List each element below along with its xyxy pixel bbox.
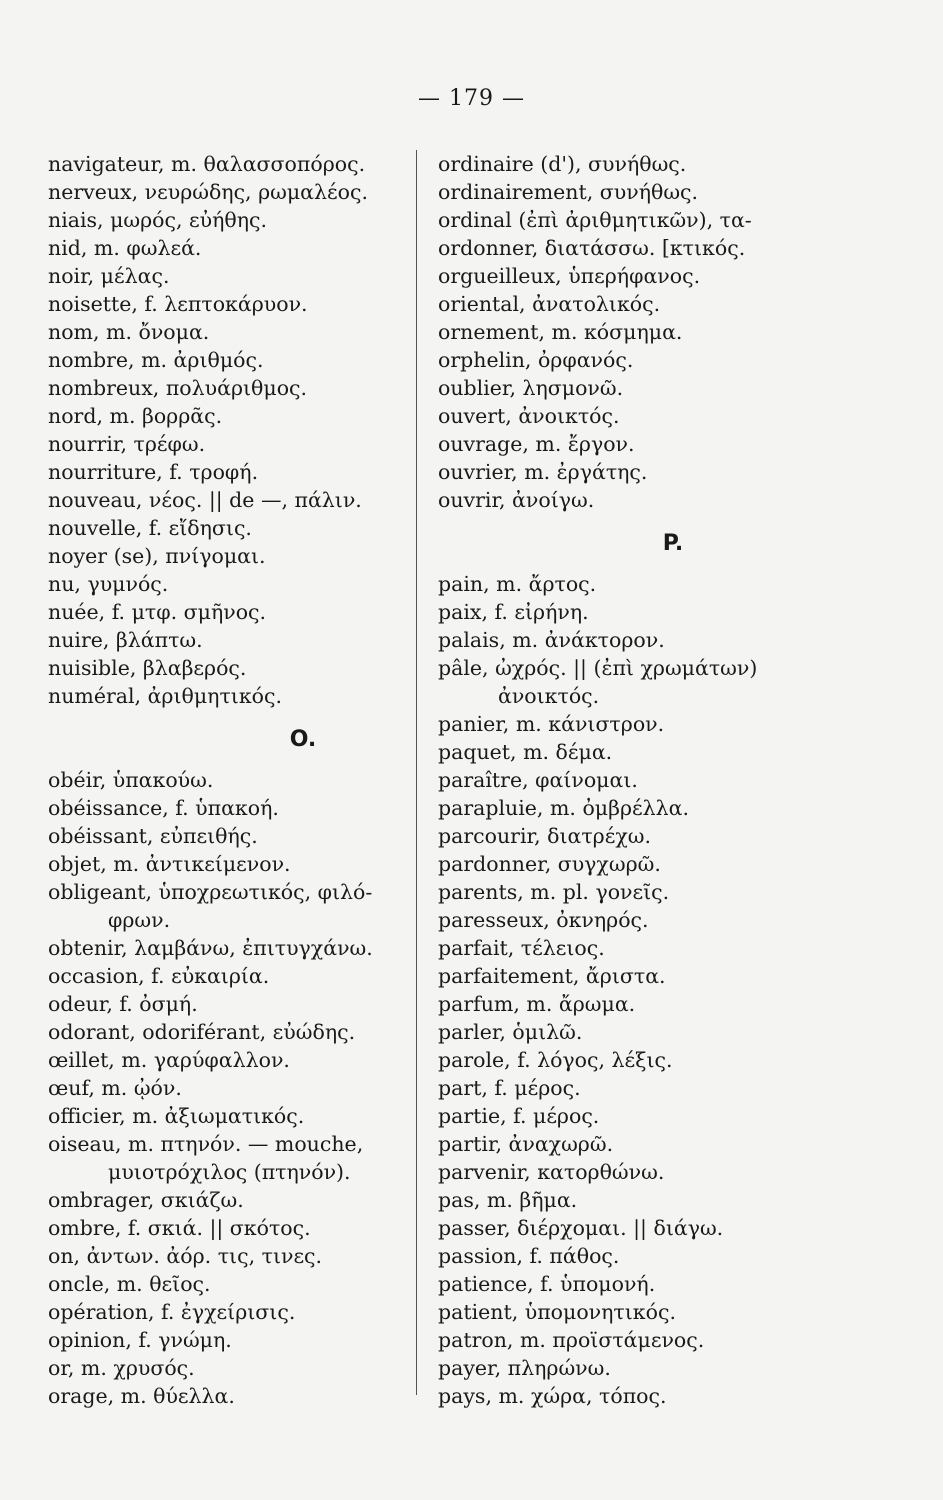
right-column — [438, 150, 808, 1410]
dictionary-entry: nombre, m. ἀριθμός. — [48, 348, 264, 372]
dictionary-entry-continuation: φρων. — [108, 908, 171, 932]
dictionary-entry: orphelin, ὀρφανός. — [438, 348, 634, 372]
dictionary-entry: nouveau, νέος. || de —, πάλιν. — [48, 488, 362, 512]
dictionary-entry: nombreux, πολυάριθμος. — [48, 376, 308, 400]
dictionary-entry: patron, m. προϊστάμενος. — [438, 1328, 705, 1352]
dictionary-entry: orage, m. θύελλα. — [48, 1384, 235, 1408]
dictionary-entry: pays, m. χώρα, τόπος. — [438, 1384, 667, 1408]
dictionary-entry: ouvrage, m. ἔργον. — [438, 432, 635, 456]
dictionary-entry: odeur, f. ὀσμή. — [48, 992, 198, 1016]
dictionary-entry: obtenir, λαμβάνω, ἐπιτυγχάνω. — [48, 936, 373, 960]
dictionary-entry: patience, f. ὑπομονή. — [438, 1272, 656, 1296]
dictionary-entry: parfum, m. ἄρωμα. — [438, 992, 636, 1016]
dictionary-entry-continuation: ἀνοικτός. — [498, 684, 600, 708]
dictionary-entry: ordonner, διατάσσω. [κτικός. — [438, 236, 746, 260]
dictionary-entry: noir, μέλας. — [48, 264, 170, 288]
dictionary-entry: ouvert, ἀνοικτός. — [438, 404, 620, 428]
dictionary-entry: obéissant, εὐπειθής. — [48, 824, 258, 848]
section-heading: O. — [289, 727, 317, 752]
dictionary-entry: noisette, f. λεπτοκάρυον. — [48, 292, 308, 316]
dictionary-entry: or, m. χρυσός. — [48, 1356, 195, 1380]
dictionary-entry: nouvelle, f. εἴδησις. — [48, 516, 252, 540]
dictionary-entry: nord, m. βορρᾶς. — [48, 404, 223, 428]
dictionary-entry: officier, m. ἀξιωματικός. — [48, 1104, 305, 1128]
dictionary-entry: paraître, φαίνομαι. — [438, 768, 638, 792]
dictionary-entry: parfaitement, ἄριστα. — [438, 964, 666, 988]
section-heading: P. — [662, 531, 684, 556]
dictionary-entry: niais, μωρός, εὐήθης. — [48, 208, 268, 232]
dictionary-entry: palais, m. ἀνάκτορον. — [438, 628, 665, 652]
dictionary-entry-continuation: μυιοτρόχιλος (πτηνόν). — [108, 1160, 351, 1184]
dictionary-entry: obligeant, ὑποχρεωτικός, φιλό- — [48, 880, 373, 904]
dictionary-entry: part, f. μέρος. — [438, 1076, 581, 1100]
dictionary-entry: nu, γυμνός. — [48, 572, 169, 596]
column-divider — [416, 150, 417, 1395]
dictionary-entry: opération, f. ἐγχείρισις. — [48, 1300, 296, 1324]
dictionary-entry: partir, ἀναχωρῶ. — [438, 1132, 614, 1156]
dictionary-entry: ornement, m. κόσμημα. — [438, 320, 683, 344]
dictionary-entry: nuire, βλάπτω. — [48, 628, 203, 652]
dictionary-entry: paresseux, ὀκνηρός. — [438, 908, 649, 932]
dictionary-entry: oiseau, m. πτηνόν. — mouche, — [48, 1132, 364, 1156]
dictionary-entry: nom, m. ὄνομα. — [48, 320, 210, 344]
dictionary-entry: ordinal (ἐπὶ ἀριθμητικῶν), τα- — [438, 208, 752, 232]
dictionary-entry: paquet, m. δέμα. — [438, 740, 613, 764]
dictionary-entry: pardonner, συγχωρῶ. — [438, 852, 661, 876]
dictionary-entry: oriental, ἀνατολικός. — [438, 292, 661, 316]
dictionary-entry: ombre, f. σκιά. || σκότος. — [48, 1216, 311, 1240]
dictionary-entry: oublier, λησμονῶ. — [438, 376, 624, 400]
dictionary-entry: parler, ὁμιλῶ. — [438, 1020, 583, 1044]
dictionary-entry: noyer (se), πνίγομαι. — [48, 544, 266, 568]
dictionary-entry: obéissance, f. ὑπακοή. — [48, 796, 279, 820]
dictionary-entry: payer, πληρώνω. — [438, 1356, 611, 1380]
dictionary-entry: pain, m. ἄρτος. — [438, 572, 597, 596]
dictionary-entry: odorant, odoriférant, εὐώδης. — [48, 1020, 356, 1044]
dictionary-entry: ouvrier, m. ἐργάτης. — [438, 460, 648, 484]
dictionary-entry: nerveux, νευρώδης, ρωμαλέος. — [48, 180, 368, 204]
dictionary-entry: panier, m. κάνιστρον. — [438, 712, 665, 736]
dictionary-entry: nourriture, f. τροφή. — [48, 460, 259, 484]
dictionary-entry: parole, f. λόγος, λέξις. — [438, 1048, 673, 1072]
dictionary-entry: nid, m. φωλεά. — [48, 236, 202, 260]
dictionary-entry: parapluie, m. ὀμβρέλλα. — [438, 796, 689, 820]
dictionary-entry: œuf, m. ᾠόν. — [48, 1076, 182, 1100]
dictionary-entry: opinion, f. γνώμη. — [48, 1328, 232, 1352]
dictionary-entry: nuisible, βλαβερός. — [48, 656, 247, 680]
dictionary-entry: objet, m. ἀντικείμενον. — [48, 852, 291, 876]
dictionary-entry: parfait, τέλειος. — [438, 936, 605, 960]
dictionary-entry: ombrager, σκιάζω. — [48, 1188, 244, 1212]
dictionary-entry: passer, διέρχομαι. || διάγω. — [438, 1216, 724, 1240]
dictionary-entry: ouvrir, ἀνοίγω. — [438, 488, 595, 512]
dictionary-entry: nuée, f. μτφ. σμῆνος. — [48, 600, 267, 624]
dictionary-entry: ordinairement, συνήθως. — [438, 180, 699, 204]
dictionary-entry: oncle, m. θεῖος. — [48, 1272, 211, 1296]
dictionary-entry: ordinaire (d'), συνήθως. — [438, 152, 687, 176]
dictionary-entry: nourrir, τρέφω. — [48, 432, 206, 456]
left-column — [48, 150, 408, 1410]
dictionary-entry: passion, f. πάθος. — [438, 1244, 620, 1268]
dictionary-entry: numéral, ἀριθμητικός. — [48, 684, 282, 708]
dictionary-entry: obéir, ὑπακούω. — [48, 768, 214, 792]
dictionary-entry: patient, ὑπομονητικός. — [438, 1300, 676, 1324]
dictionary-entry: partie, f. μέρος. — [438, 1104, 600, 1128]
dictionary-entry: pâle, ὠχρός. || (ἐπὶ χρωμάτων) — [438, 656, 758, 680]
page-number: — 179 — — [418, 86, 525, 111]
dictionary-entry: occasion, f. εὐκαιρία. — [48, 964, 270, 988]
dictionary-entry: navigateur, m. θαλασσοπόρος. — [48, 152, 366, 176]
dictionary-entry: parcourir, διατρέχω. — [438, 824, 651, 848]
dictionary-entry: paix, f. εἰρήνη. — [438, 600, 589, 624]
dictionary-entry: parvenir, κατορθώνω. — [438, 1160, 665, 1184]
dictionary-entry: œillet, m. γαρύφαλλον. — [48, 1048, 290, 1072]
dictionary-entry: on, ἀντων. ἀόρ. τις, τινες. — [48, 1244, 323, 1268]
dictionary-entry: pas, m. βῆμα. — [438, 1188, 578, 1212]
dictionary-entry: parents, m. pl. γονεῖς. — [438, 880, 670, 904]
dictionary-entry: orgueilleux, ὑπερήφανος. — [438, 264, 701, 288]
